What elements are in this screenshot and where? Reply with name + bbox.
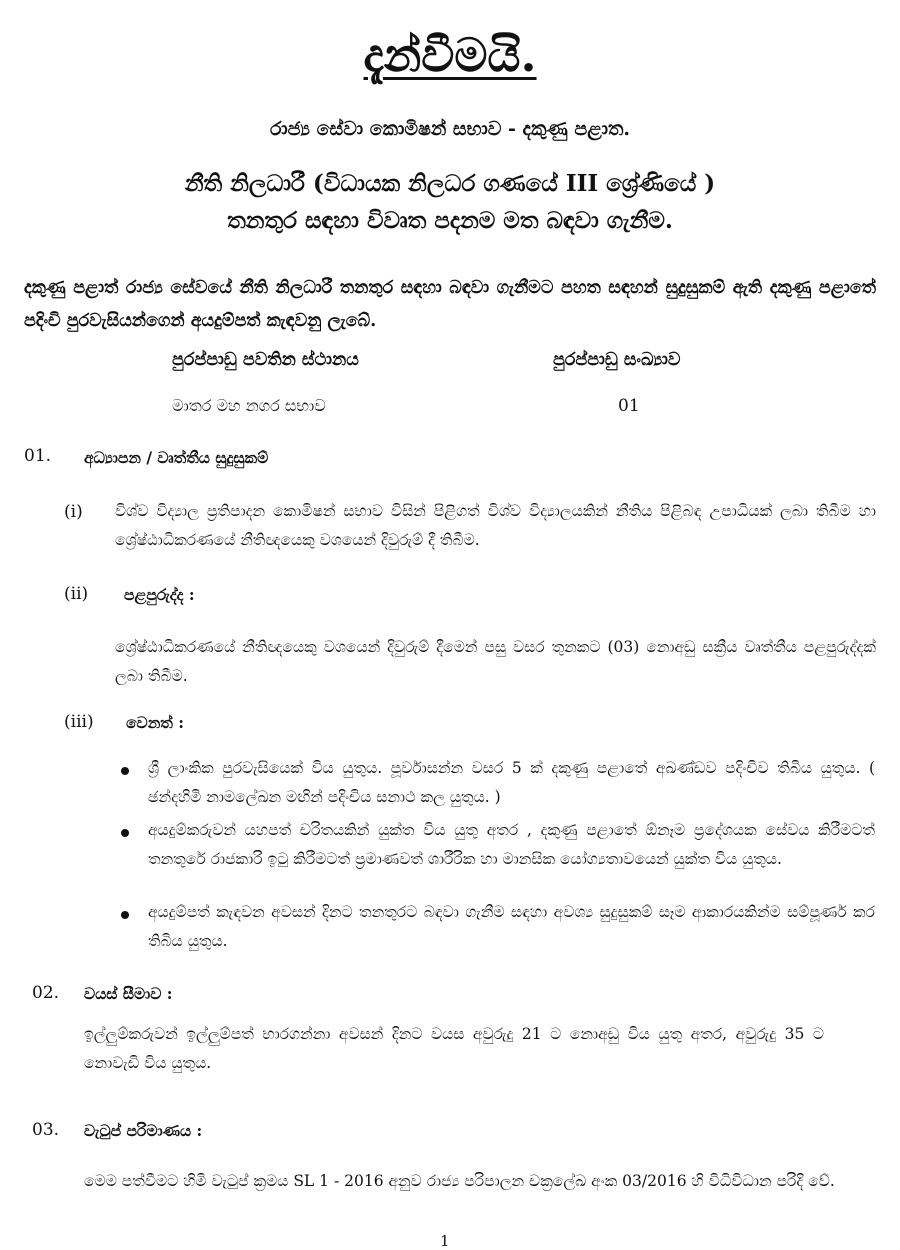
page-title: දැන්වීමයි. (363, 28, 537, 82)
vacancy-place-value: මාතර මහ නගර සභාව (172, 396, 326, 415)
item-ii-text: ශ්‍රේෂ්ඨාධිකරණයේ නීතිඥයෙකු වශයෙන් දිවුරුම් දීමෙන් පසු වසර තුනකට (03) නොඅඩු සක්‍රීය වෘත්තීය පළපුරුද්දක් ලබා තිබීම. (115, 638, 876, 685)
section3-number: 03. (32, 1120, 60, 1140)
post-heading-line1: නීති නිලධාරී (විධායක නිලධර ගණයේ III ශ්‍රේණියේ ) (184, 170, 716, 197)
item-i-text: විශ්ව විද්‍යාල ප්‍රතිපාදන කොමිෂන් සභාව විසින් පිළිගත් විශ්ව විද්‍යාලයකින් නීතිය පිළිබඳ උපාධියක් ලබා තිබීම හා ශ්‍රේෂ්ඨාධිකරණයේ නීතිඥයෙකු වශයෙන් දිවුරුම් දී තිබීම. (115, 502, 876, 549)
commission-subtitle: රාජ්‍ය සේවා කොමිෂන් සභාව - දකුණු පළාත. (269, 118, 631, 140)
section1-label: අධ්‍යාපන / වෘත්තීය සුදුසුකම් (84, 448, 269, 467)
section3-label: වැටුප් පරිමාණය : (84, 1121, 203, 1140)
section2-label: වයස් සීමාව : (84, 984, 173, 1003)
post-heading-line2: තනතුර සඳහා විවෘත පදනම මත බඳවා ගැනීම. (227, 207, 673, 234)
bullet-dot (121, 829, 129, 837)
item-iii-label: වෙනත් : (126, 713, 184, 732)
bullet-dot (121, 911, 129, 919)
vacancy-count-header: පුරප්පාඩු සංඛ්‍යාව (553, 350, 681, 370)
vacancy-count-value: 01 (618, 396, 640, 416)
section2-number: 02. (32, 983, 60, 1003)
bullet-character-fitness: අයදුම්කරුවන් යහපත් චරිතයකින් යුක්ත විය යුතු අතර , දකුණු පළාතේ ඕනෑම ප්‍රදේශයක සේවය කිරීමටත් තනතුරේ රාජකාරි ඉටු කිරීමටත් ප්‍රමාණවත් ශාරීරික හා මානසික යෝග්‍යතාවයෙන් යුක්ත විය යුතුය. (148, 821, 875, 868)
section2-text: ඉල්ලුම්කරුවන් ඉල්ලුම්පත් භාරගන්නා අවසන් දිනට වයස අවුරුදු 21 ට නොඅඩු විය යුතු අතර, අවුරුදු 35 ට නොවැඩි විය යුතුය. (84, 1025, 824, 1072)
vacancy-place-header: පුරප්පාඩු පවතින ස්ථානය (172, 350, 359, 370)
item-ii-marker: (ii) (64, 584, 89, 604)
page-number: 1 (440, 1232, 450, 1250)
bullet-citizenship: ශ්‍රී ලාංකික පුරවැසියෙක් විය යුතුය. පූර්වාසන්න වසර 5 ක් දකුණු පළාතේ අඛණ්ඩව පදිංචිව තිබිය යුතුය. ( ඡන්දහිමි නාමලේඛන මඟින් පදිංචිය සනාථ කල යුතුය. ) (148, 759, 875, 806)
section1-number: 01. (24, 446, 52, 466)
bullet-qualifications-deadline: අයදුම්පත් කැඳවන අවසන් දිනට තනතුරට බඳවා ගැනීම සඳහා අවශ්‍ය සුදුසුකම් සෑම ආකාරයකින්ම සම්පූර්ණ කර තිබිය යුතුය. (148, 903, 875, 950)
section3-text: මෙම පත්වීමට හිමි වැටුප් ක්‍රමය SL 1 - 2016 අනුව රාජ්‍ය පරිපාලන චක්‍රලේඛ අංක 03/2016 හි විධිවිධාන පරිදි වේ. (84, 1172, 835, 1190)
item-ii-label: පළපුරුද්ද : (124, 585, 195, 604)
intro-paragraph: දකුණු පළාත් රාජ්‍ය සේවයේ නීති නිලධාරී තනතුර සඳහා බඳවා ගැනීමට පහත සඳහන් සුදුසුකම් ඇති දකුණු පළාතේ පදිංචි පුරවැසියන්ගෙන් අයදුම්පත් කැඳවනු ලැබේ. (24, 278, 876, 331)
item-iii-marker: (iii) (64, 712, 94, 732)
bullet-dot (121, 767, 129, 775)
item-i-marker: (i) (64, 502, 83, 522)
